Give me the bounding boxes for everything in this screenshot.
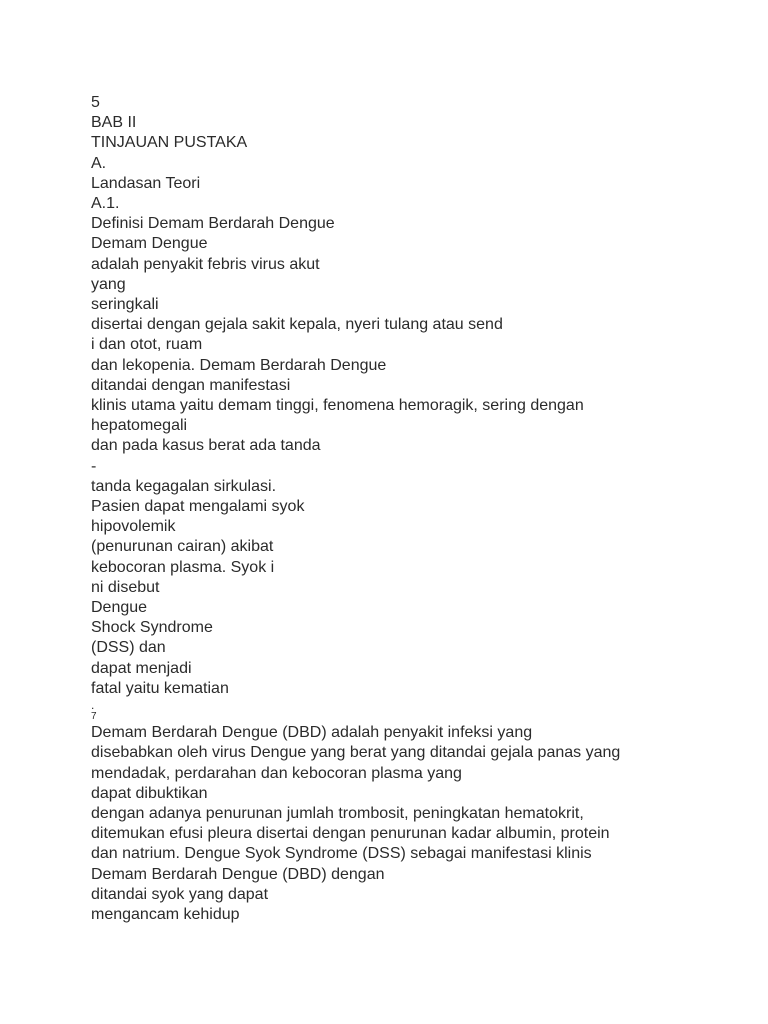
- document-text: [91, 93, 691, 925]
- page-number: 5: [91, 94, 100, 111]
- paragraph-line: ditandai syok yang dapat: [91, 885, 269, 903]
- paragraph-line: klinis utama yaitu demam tinggi, fenomena hemoragik, sering dengan: [91, 397, 584, 415]
- section-title: Landasan Teori: [91, 174, 201, 192]
- paragraph-line: dan lekopenia. Demam Berdarah Dengue: [91, 356, 387, 374]
- paragraph-line: (DSS) dan: [91, 639, 166, 657]
- paragraph-line: Demam Berdarah Dengue (DBD) dengan: [91, 865, 385, 883]
- paragraph-line: Pasien dapat mengalami syok: [91, 498, 305, 516]
- paragraph-line: Shock Syndrome: [91, 619, 213, 637]
- paragraph-line: dengan adanya penurunan jumlah trombosit, peningkatan hematokrit,: [91, 804, 584, 822]
- paragraph-line: kebocoran plasma. Syok i: [91, 558, 275, 576]
- paragraph-line: dapat dibuktikan: [91, 784, 208, 802]
- paragraph-line: dapat menjadi: [91, 659, 192, 677]
- paragraph-line: disebabkan oleh virus Dengue yang berat yang ditandai gejala panas yang: [91, 744, 621, 762]
- paragraph-line: yang: [91, 275, 126, 293]
- paragraph-line: hipovolemik: [91, 518, 176, 536]
- trailing-dot: .: [91, 698, 95, 713]
- paragraph-line: fatal yaitu kematian: [91, 679, 229, 697]
- paragraph-line: -: [91, 457, 97, 475]
- paragraph-line: Demam Dengue: [91, 235, 208, 253]
- paragraph-line: mendadak, perdarahan dan kebocoran plasma yang: [91, 764, 462, 782]
- paragraph-line: disertai dengan gejala sakit kepala, nyeri tulang atau send: [91, 316, 503, 334]
- section-letter: A.: [91, 154, 107, 172]
- paragraph-line: ni disebut: [91, 578, 160, 596]
- footnote-marker: 7: [91, 711, 97, 723]
- paragraph-line: dan natrium. Dengue Syok Syndrome (DSS) sebagai manifestasi klinis: [91, 845, 592, 863]
- paragraph-1: [91, 234, 691, 699]
- paragraph-line: i dan otot, ruam: [91, 336, 203, 354]
- paragraph-line: Dengue: [91, 599, 148, 617]
- paragraph-line: seringkali: [91, 296, 159, 314]
- paragraph-line: tanda kegagalan sirkulasi.: [91, 477, 277, 495]
- subsection-title: Definisi Demam Berdarah Dengue: [91, 215, 335, 233]
- paragraph-2: [91, 723, 691, 925]
- paragraph-line: dan pada kasus berat ada tanda: [91, 437, 321, 455]
- paragraph-line: adalah penyakit febris virus akut: [91, 255, 320, 273]
- paragraph-line: Demam Berdarah Dengue (DBD) adalah penyakit infeksi yang: [91, 724, 533, 742]
- subsection-number: A.1.: [91, 195, 120, 213]
- chapter-label: BAB II: [91, 114, 137, 132]
- paragraph-line: (penurunan cairan) akibat: [91, 538, 274, 556]
- paragraph-line: mengancam kehidup: [91, 905, 240, 923]
- paragraph-line: ditandai dengan manifestasi: [91, 376, 291, 394]
- paragraph-line: hepatomegali: [91, 417, 188, 435]
- chapter-title: TINJAUAN PUSTAKA: [91, 134, 248, 152]
- paragraph-line: ditemukan efusi pleura disertai dengan penurunan kadar albumin, protein: [91, 825, 610, 843]
